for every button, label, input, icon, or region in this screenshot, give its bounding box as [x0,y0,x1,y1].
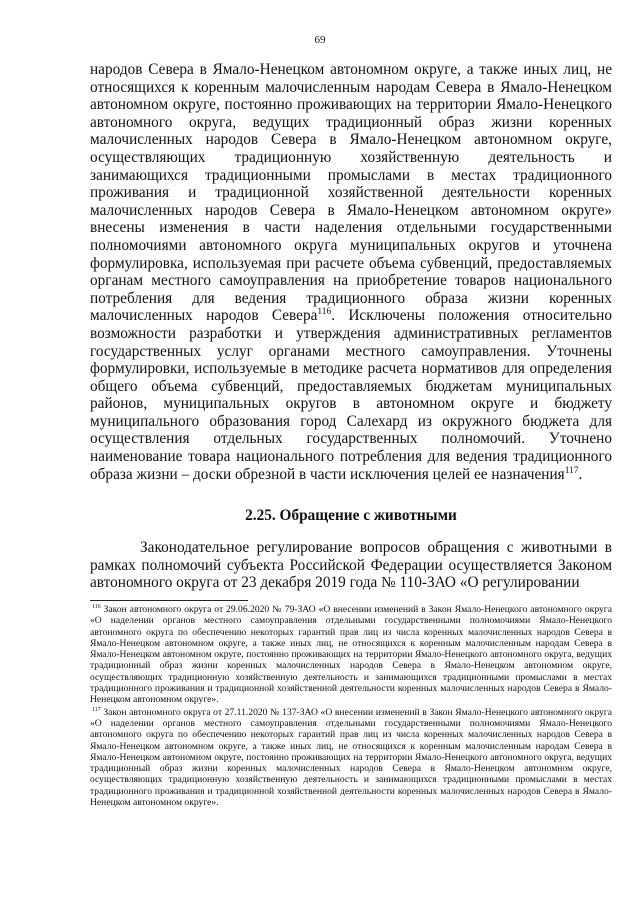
paragraph-1-part-2: . Исключены положения относительно возможности разработки и утверждения административных регламентов государственных услуг органами местного самоуправления. Уточнены формулировки, используемые в методике расчета нормативов для определения общего объема субвенций, предоставляемых бюджетам муниципальных районов, муниципальных округов в автономном округе и бюджету муниципального образования город Салехард из окружного бюджета для осуществления отдельных государственных полномочий. Уточнено наименование товара национального потребления для ведения традиционного образа жизни – доски обрезной в части исключения целей ее назначения [90,307,612,483]
footnote-116 [90,604,612,706]
section-heading: 2.25. Обращение с животными [245,507,457,524]
footnote-number-116: 116 [92,603,101,610]
paragraph-1-end: . [578,465,583,483]
main-text-block-2 [90,539,612,592]
footnote-divider [90,600,248,601]
main-text-block [90,61,612,483]
footnotes [90,604,612,809]
page-number: 69 [314,34,326,46]
paragraph-1-part-1: народов Севера в Ямало-Ненецком автономном округе, а также иных лиц, не относящихся к коренным малочисленным народам Севера в Ямало-Ненецком автономном округе, постоянно проживающих на территории Ямало-Ненецкого автономного округа, ведущих традиционный образ жизни коренных малочисленных народов Севера в Ямало-Ненецком автономном округе, осуществляющих традиционную хозяйственную деятельность и занимающихся традиционными промыслами в местах традиционного проживания и традиционной хозяйственной деятельности коренных малочисленных народов Севера в Ямало-Ненецком автономном округе» внесены изменения в части наделения отдельными государственными полномочиями автономного округа муниципальных округов и уточнена формулировка, используемая при расчете объема субвенций, предоставляемых органам местного самоуправления на приобретение товаров национального потребления для ведения традиционного образа жизни коренных малочисленных народов Севера [90,61,612,325]
paragraph-2: Законодательное регулирование вопросов обращения с животными в рамках полномочий субъекта Российской Федерации осуществляется Законом автономного округа от 23 декабря 2019 года № 110-ЗАО «О регулировании [90,539,612,592]
footnote-ref-117[interactable]: 117 [564,465,579,476]
footnote-ref-116[interactable]: 116 [317,307,332,318]
footnote-text-116: Закон автономного округа от 29.06.2020 № 79-ЗАО «О внесении изменений в Закон Ямало-Ненецкого автономного округа «О наделении органов местного самоуправления отдельными государственными полномочиями Ямало-Ненецкого автономного округа по обеспечению некоторых гарантий прав лиц из числа коренных малочисленных народов Севера в Ямало-Ненецком автономном округе, а также иных лиц, не относящихся к коренным малочисленным народам Севера в Ямало-Ненецком автономном округе, постоянно проживающих на территории Ямало-Ненецкого автономного округа, ведущих традиционный образ жизни коренных малочисленных народов Севера в Ямало-Ненецком автономном округе, осуществляющих традиционную хозяйственную деятельность и занимающихся традиционными промыслами в местах традиционного проживания и традиционной хозяйственной деятельности коренных малочисленных народов Севера в Ямало-Ненецком автономном округе». [90,604,612,706]
footnote-number-117: 117 [92,706,101,713]
footnote-117 [90,707,612,809]
paragraph-1 [90,61,612,483]
footnote-text-117: Закон автономного округа от 27.11.2020 № 137-ЗАО «О внесении изменений в Закон Ямало-Ненецкого автономного округа «О наделении органов местного самоуправления отдельными государственными полномочиями Ямало-Ненецкого автономного округа по обеспечению некоторых гарантий прав лиц из числа коренных малочисленных народов Севера в Ямало-Ненецком автономном округе, а также иных лиц, не относящихся к коренным малочисленным народам Севера в Ямало-Ненецком автономном округе, постоянно проживающих на территории Ямало-Ненецкого автономного округа, ведущих традиционный образ жизни коренных малочисленных народов Севера в Ямало-Ненецком автономном округе, осуществляющих традиционную хозяйственную деятельность и занимающихся традиционными промыслами в местах традиционного проживания и традиционной хозяйственной деятельности коренных малочисленных народов Севера в Ямало-Ненецком автономном округе». [90,706,612,809]
